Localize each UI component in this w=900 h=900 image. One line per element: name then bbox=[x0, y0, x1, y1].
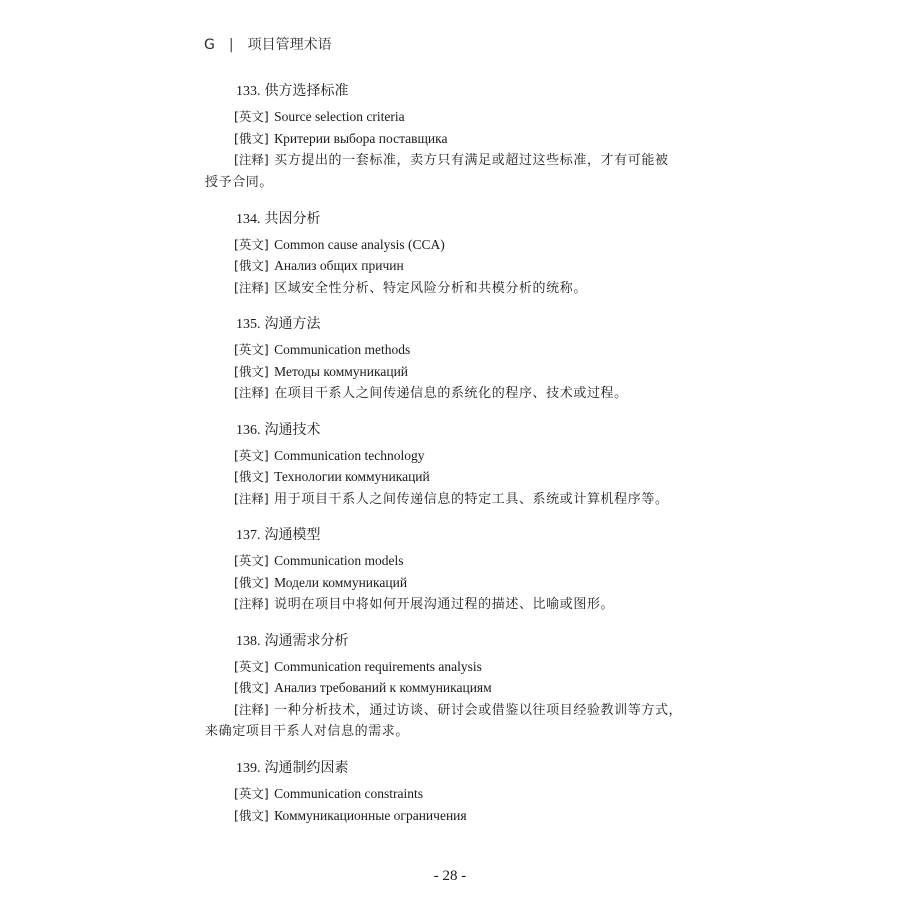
english-tag: [英文] bbox=[234, 236, 269, 252]
english-line bbox=[205, 783, 705, 805]
english-term: Communication technology bbox=[274, 447, 425, 463]
entry-title bbox=[205, 419, 705, 441]
entry-title bbox=[205, 757, 705, 779]
glossary-entry-133 bbox=[205, 80, 705, 194]
note-tag: [注释] bbox=[234, 279, 269, 295]
entry-number: 137. bbox=[236, 528, 261, 543]
english-term: Common cause analysis (CCA) bbox=[274, 236, 445, 252]
note-line bbox=[205, 488, 705, 511]
entry-title bbox=[205, 80, 705, 102]
note-line bbox=[205, 149, 705, 172]
russian-tag: [俄文] bbox=[234, 258, 269, 273]
russian-term: Технологии коммуникаций bbox=[274, 469, 430, 484]
entry-number: 139. bbox=[236, 761, 261, 776]
note-text: 买方提出的一套标准，卖方只有满足或超过这些标准，才有可能被 bbox=[274, 153, 669, 168]
note-line bbox=[205, 277, 705, 300]
entry-term: 沟通制约因素 bbox=[264, 760, 349, 776]
english-line bbox=[205, 550, 705, 572]
header-book-title: 项目管理术语 bbox=[247, 37, 332, 53]
note-text: 用于项目干系人之间传递信息的特定工具、系统或计算机程序等。 bbox=[274, 491, 669, 507]
entry-term: 沟通模型 bbox=[264, 527, 321, 543]
entry-number: 138. bbox=[236, 633, 261, 649]
english-term: Communication constraints bbox=[274, 786, 423, 801]
running-header bbox=[204, 34, 332, 54]
note-continuation: 来确定项目干系人对信息的需求。 bbox=[205, 724, 410, 739]
russian-line bbox=[205, 128, 705, 150]
english-tag: [英文] bbox=[234, 786, 269, 801]
page-number: - 28 - bbox=[433, 868, 467, 884]
entry-title bbox=[205, 313, 705, 335]
english-line bbox=[205, 445, 705, 467]
russian-term: Коммуникационные ограничения bbox=[274, 807, 467, 823]
english-line bbox=[205, 656, 705, 678]
entry-title bbox=[205, 524, 705, 546]
russian-term: Анализ требований к коммуникациям bbox=[274, 680, 492, 695]
entry-title bbox=[205, 630, 705, 652]
english-line bbox=[205, 234, 705, 256]
entry-number: 134. bbox=[236, 211, 261, 227]
english-tag: [英文] bbox=[234, 342, 269, 357]
glossary-entry-135 bbox=[205, 313, 705, 405]
note-tag: [注释] bbox=[234, 152, 269, 167]
glossary-entry-134 bbox=[205, 208, 705, 300]
russian-term: Критерии выбора поставщика bbox=[274, 130, 448, 146]
russian-line bbox=[205, 572, 705, 594]
glossary-entry-137 bbox=[205, 524, 705, 616]
note-text: 说明在项目中将如何开展沟通过程的描述、比喻或图形。 bbox=[274, 597, 615, 612]
english-tag: [英文] bbox=[234, 553, 269, 568]
entry-term: 沟通需求分析 bbox=[264, 632, 349, 649]
english-term: Communication methods bbox=[274, 342, 411, 357]
entry-number: 136. bbox=[236, 422, 261, 438]
entry-number: 133. bbox=[236, 84, 261, 99]
english-line bbox=[205, 339, 705, 361]
note-continuation: 授予合同。 bbox=[205, 174, 274, 190]
note-tag: [注释] bbox=[234, 385, 269, 400]
russian-line bbox=[205, 677, 705, 699]
note-tag: [注释] bbox=[234, 701, 269, 717]
entry-term: 供方选择标准 bbox=[264, 83, 349, 99]
note-text: 在项目干系人之间传递信息的系统化的程序、技术或过程。 bbox=[274, 386, 628, 401]
russian-tag: [俄文] bbox=[234, 130, 269, 146]
english-tag: [英文] bbox=[234, 658, 269, 674]
russian-tag: [俄文] bbox=[234, 469, 269, 484]
english-tag: [英文] bbox=[234, 447, 269, 463]
entry-term: 沟通方法 bbox=[264, 316, 321, 332]
russian-tag: [俄文] bbox=[234, 574, 269, 590]
russian-line bbox=[205, 805, 705, 827]
glossary-entry-139 bbox=[205, 757, 705, 826]
russian-tag: [俄文] bbox=[234, 363, 269, 379]
english-term: Source selection criteria bbox=[274, 109, 405, 124]
russian-line bbox=[205, 361, 705, 383]
glossary-entry-138 bbox=[205, 630, 705, 744]
note-text: 区域安全性分析、特定风险分析和共模分析的统称。 bbox=[274, 280, 587, 296]
note-line bbox=[205, 699, 705, 722]
russian-tag: [俄文] bbox=[234, 680, 269, 695]
russian-tag: [俄文] bbox=[234, 807, 269, 823]
russian-term: Методы коммуникаций bbox=[274, 363, 409, 379]
note-tag: [注释] bbox=[234, 490, 269, 506]
glossary-entry-136 bbox=[205, 419, 705, 511]
note-text: 一种分析技术，通过访谈、研讨会或借鉴以往项目经验教训等方式， bbox=[274, 702, 683, 718]
russian-line bbox=[205, 255, 705, 277]
russian-line bbox=[205, 466, 705, 488]
entry-term: 共因分析 bbox=[264, 210, 321, 227]
russian-term: Анализ общих причин bbox=[274, 258, 404, 273]
note-tag: [注释] bbox=[234, 596, 269, 611]
english-term: Communication models bbox=[274, 553, 404, 568]
entry-number: 135. bbox=[236, 317, 261, 332]
header-separator: | bbox=[228, 37, 234, 53]
header-section-letter: G bbox=[204, 37, 215, 53]
glossary-content bbox=[205, 80, 705, 826]
english-term: Communication requirements analysis bbox=[274, 658, 482, 674]
entry-term: 沟通技术 bbox=[264, 421, 321, 438]
entry-title bbox=[205, 208, 705, 230]
english-tag: [英文] bbox=[234, 109, 269, 124]
note-line bbox=[205, 382, 705, 405]
english-line bbox=[205, 106, 705, 128]
note-line bbox=[205, 593, 705, 616]
russian-term: Модели коммуникаций bbox=[274, 574, 408, 590]
